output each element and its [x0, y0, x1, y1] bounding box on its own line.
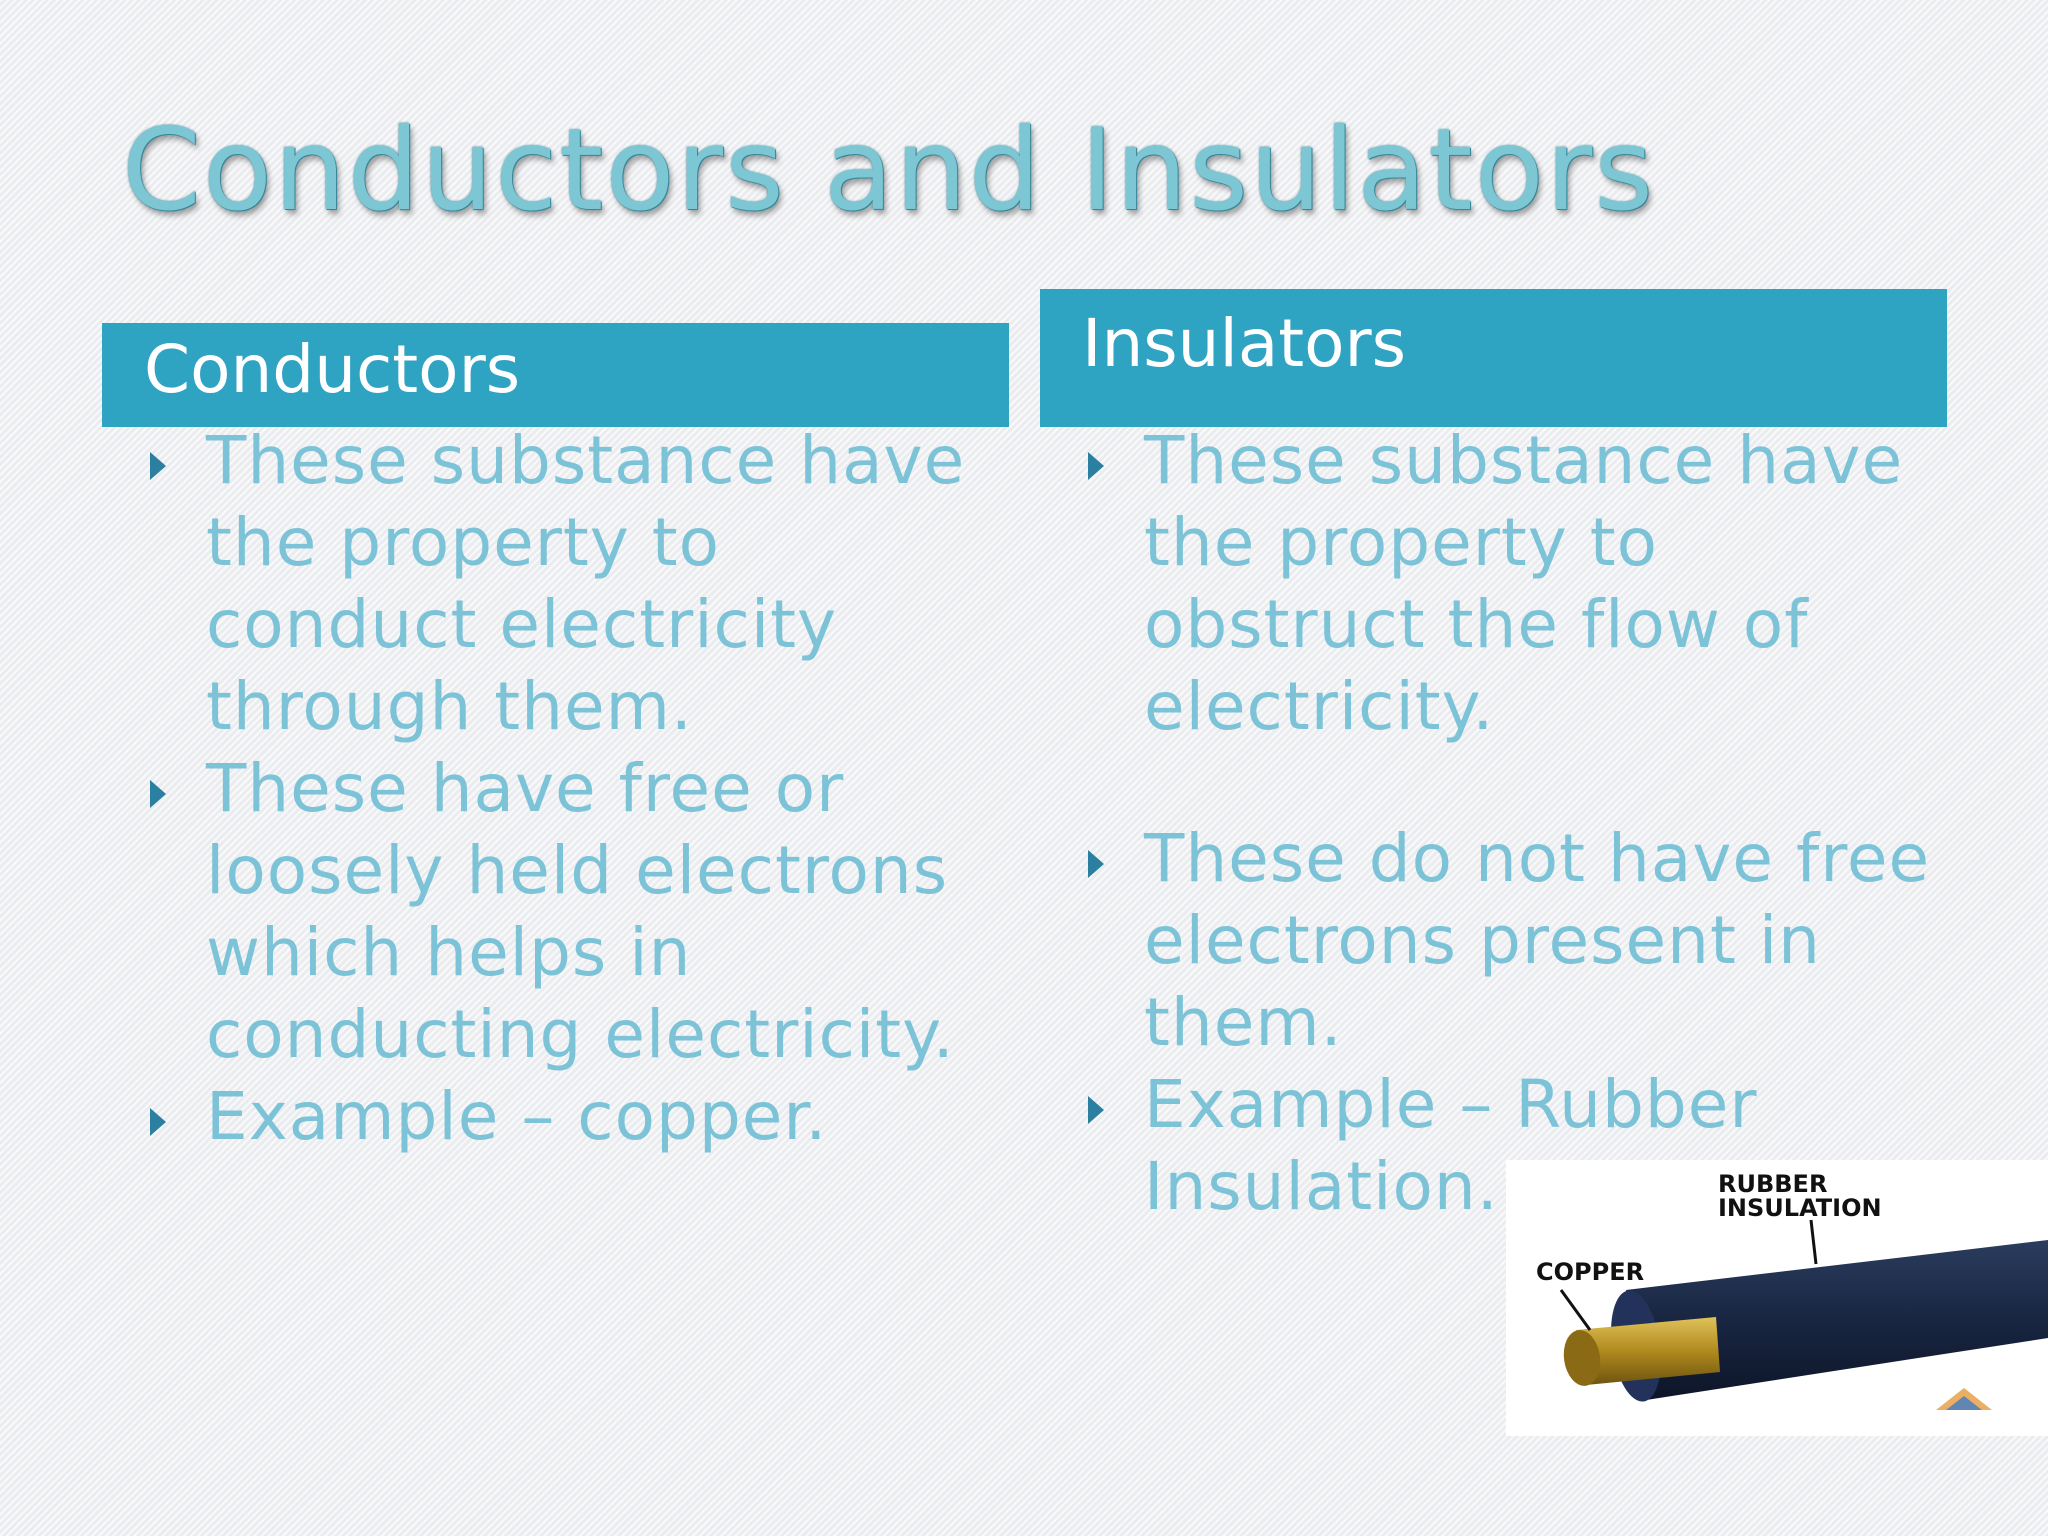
list-item — [140, 1076, 1000, 1158]
insulators-header-label: Insulators — [1082, 305, 1407, 382]
bullet-text: These substance have the property to conduct electricity through them. — [206, 422, 966, 745]
list-item — [140, 420, 1000, 748]
rubber-label-line2: INSULATION — [1718, 1194, 1882, 1222]
copper-leader-line — [1561, 1290, 1590, 1330]
rubber-leader-line — [1811, 1220, 1816, 1264]
bullet-text: These substance have the property to obstruct the flow of electricity. — [1144, 422, 1904, 745]
insulators-header — [1040, 289, 1947, 427]
conductors-header — [102, 323, 1009, 427]
bullet-text: These have free or loosely held electrons which helps in conducting electricity. — [206, 750, 955, 1073]
bullet-arrow-icon — [150, 1108, 166, 1136]
bullet-text: Example – Rubber Insulation. — [1144, 1066, 1758, 1225]
bullet-arrow-icon — [1088, 452, 1104, 480]
conductors-header-label: Conductors — [144, 331, 521, 408]
bullet-arrow-icon — [150, 452, 166, 480]
bullet-arrow-icon — [1088, 1096, 1104, 1124]
conductors-list — [140, 420, 1000, 1158]
slide-title: Conductors and Insulators — [122, 104, 1656, 236]
rubber-label-line1: RUBBER — [1718, 1170, 1828, 1198]
copper-label: COPPER — [1536, 1258, 1645, 1286]
cable-illustration — [1506, 1160, 2048, 1436]
cable-diagram — [1506, 1160, 2048, 1436]
bullet-arrow-icon — [150, 780, 166, 808]
list-item — [1078, 420, 1948, 748]
bullet-arrow-icon — [1088, 850, 1104, 878]
list-item — [140, 748, 1000, 1076]
bullet-text: These do not have free electrons present in them. — [1144, 820, 1931, 1061]
decorative-mark-icon — [1936, 1388, 1992, 1410]
bullet-text: Example – copper. — [206, 1078, 828, 1155]
list-item — [1078, 818, 1948, 1064]
insulators-list — [1078, 420, 1948, 1228]
